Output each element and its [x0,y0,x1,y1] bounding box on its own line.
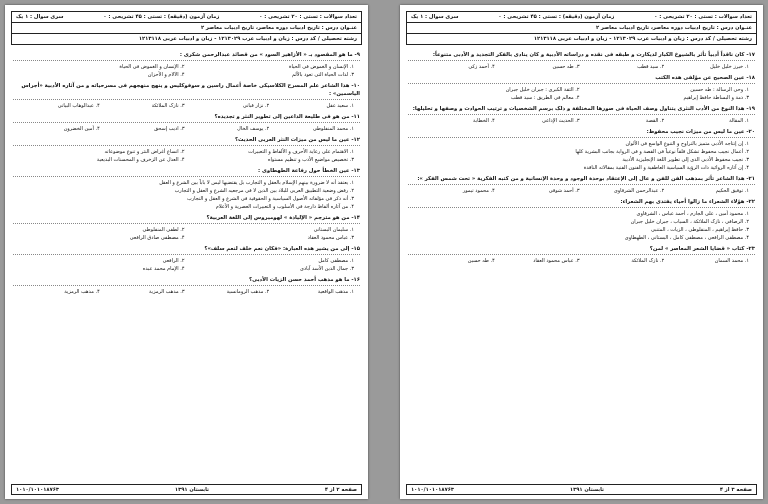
option-3[interactable]: ۳. جمال الدین الأسد آبادی [299,266,354,272]
option-1[interactable]: ۱. مذهب الواقعیة [317,289,354,295]
option-3[interactable]: ۳. عباس محمود العقاد [307,235,354,241]
exam-footer [406,484,757,495]
option-2[interactable]: ۲. نزار قبانی [242,103,270,109]
option-3[interactable]: ۳. مذهب الرمزیة [149,289,185,295]
option-2[interactable]: ۲. عبدالرحمن الشرقاوی [613,188,665,194]
option-4[interactable]: ۴. مصطفی الرافعی ، مصطفی کامل ، البستانی ، الطهطاوی [624,235,749,241]
option-3[interactable]: ۳. حافظ إبراهیم ، المنفلوطی ، الزیات ، المتنبی [650,227,749,233]
option-1[interactable]: ۱. محمد السمان [714,258,749,264]
option-2[interactable]: ۲. یوسف الخال [237,126,270,132]
question-15: ۱۵- إلی من یشیر هذه العبارة: «فکان نعم خلف لنعم سلف»؟ ۱. مصطفی کامل ۲. الرافعی ۳. جمال الدین الأسد آبادی ۴. الإمام محمد عبده [13,245,360,273]
option-2[interactable]: ۲. نازک الملائکة [631,258,665,264]
course-title: عنـوان درس : تاریخ ادبیات دوره معاصر، تاریخ ادبیات معاصر ۲ [200,24,357,31]
question-23: ۲۳- کتاب « قضایا الشعر المعاصر » لمن؟ ۱. محمد السمان ۲. نازک الملائکة ۳. عباس محمود العقاد ۴. طه حسین [408,245,755,265]
option-1[interactable]: ۱. سلیمان البستانی [313,227,354,233]
option-3[interactable]: ۳. أحمد شوقی [548,188,580,194]
question-10: ۱۰- هذا الشاعر علم المسرح الکلاسیکی خاصة أعمال راسین و سوفوکلیس و ینهج منهجهم فی مسرحیاته و من آثاره الأدبیة «أجراس الیاسمین» : ۱. سعید عقل ۲. نزار قبانی ۳. نازک الملائکة ۴. عبدالوهاب البیاتی [13,82,360,110]
option-2[interactable]: ۲. القصة [645,118,665,124]
option-4[interactable]: ۴. من آثاره ألفاظ دارجة فی الأسلوب و التعبیرات العصریة و الأعلام [215,204,354,210]
option-1[interactable]: ۱. یعتقد أنه لا ضرورة بینهم الإسلام بالعقل و التجارب بل یقتضیها لیس لا باباً بین الشرع و العقل [159,180,354,186]
option-3[interactable]: ۳. طه حسین [552,64,580,70]
question-9: ۹- ما هو المقصود بـ « الأزاهير السود » من قصائد عبدالرحمن شکری : ۱. الإنسان و الغموض فی الحیاة ۲. الإنسان و الغموض فی الحیاة ۳. لذات الحیاة التی تعود بالألم ۴. الآلام و الأحزان [13,51,360,79]
question-19: ۱۹- هذا النوع من الأدب النثری یتناول وصف الحیاة فی صورها المختلفة و ذلک برسم الشخصیات و ترتیب الحوادث و وصفها و تحلیلها: ۱. المقالة ۲. القصة ۳. الحدیث الإذاعی ۴. الخطابة [408,105,755,125]
option-2[interactable]: ۲. الرافعی [162,258,185,264]
option-4[interactable]: ۴. عبدالوهاب البیاتی [57,103,100,109]
exam-page-2 [5,5,368,499]
page-number: صفحه ۳ از ۴ [719,486,752,493]
option-3[interactable]: ۳. نازک الملائکة [151,103,185,109]
exam-code: ۱۰۱۰/۱۰۱۰۱۸۷۶۳ [411,486,455,493]
option-4[interactable]: ۴. الإمام محمد عبده [142,266,185,272]
option-1[interactable]: ۱. مصطفی کامل [318,258,354,264]
option-4[interactable]: ۴. الخطابة [473,118,495,124]
option-1[interactable]: ۱. سعید عقل [326,103,354,109]
option-2[interactable]: ۲. الإنسان و الغموض فی الحیاة [119,64,185,70]
option-2[interactable]: ۲. اتساع أغراض النثر و تنوع موضوعاته [104,149,185,155]
option-4[interactable]: ۴. معالم فی الطریق : سید قطب [510,95,580,101]
option-4[interactable]: ۴. إن آثاره الروائیة ذات الرؤیة السیاسیة العاطفیة و الفنون الفنیة بمقالاته الناقدة [583,165,749,171]
option-1[interactable]: ۱. وحی الرسالة : طه حسین [690,87,749,93]
question-13: ۱۳- عین الخطأ حول رفاعة الطهطاوی : ۱. یعتقد أنه لا ضرورة بینهم الإسلام بالعقل و التجارب بل یقتضیها لیس لا باباً بین الشرع و العقل ۲. رفض وضعیة التطبیق العربی للبلاد بین الذین لا فی مرجعیه الشرع و العقل و التجارب ۳. أنه ذکر فی مؤلفاته الأصول السیاسیة و الحقوقیة فی الشرع و العقل و التجارب ۴. من آثاره ألفاظ دارجة فی الأسلوب و التعبیرات العصریة و الأعلام [13,167,360,211]
question-17: ۱۷- کان ناقداً أدبیاً تأثر بالشیوخ الکبار لدیکارت و طبقه فی نقده و دراساته الأدبیة و کان ینادی بالفکر التجدید و الأدبی متنوعاً: ۱. خیرز خلیل خلیل ۲. سید قطب ۳. طه حسین ۴. أحمد زکی [408,51,755,71]
option-2[interactable]: ۲. مذهب الرومانسیة [226,289,270,295]
option-1[interactable]: ۱. المقالة [729,118,749,124]
question-series: سری سوال : ۱ یک [16,13,64,20]
option-4[interactable]: ۴. أمین الخضرون [63,126,100,132]
option-1[interactable]: ۱. محمد المنفلوطی [312,126,354,132]
option-3[interactable]: ۳. نجیب محفوظ الأدبی الذی إلی تطویر اللغة الإنجلیزیة الأدبیة [622,157,749,163]
exam-duration: زمان آزمون (دقیقه) : تستی : ۴۵ تشریحی : ۰ [498,13,615,20]
exam-term: تابستان ۱۳۹۱ [174,486,209,493]
field-code: رشته تحصیلی / کد درس : زبان و ادبیات عرب ۱۲۱۳۰۲۹ - زبان و ادبیات عربی ۱۲۱۳۱۱۸ [138,35,357,42]
option-1[interactable]: ۱. إن إنتاجه الأدبی متمیز بالتراوح و التنوع الواسع فی الألوان [625,141,749,147]
question-21: ۲۱- هذا الشاعر تأثر بمذهب الفن للفن و عال إلی الإعتقاد بوحدة الوجود و وحدة الإنسانیة و من کتبه الفکریة « تحت شمس الفکر »: ۱. توفیق الحکیم ۲. عبدالرحمن الشرقاوی ۳. أحمد شوقی ۴. محمود تیمور [408,175,755,195]
option-3[interactable]: ۳. لذات الحیاة التی تعود بالألم [291,72,354,78]
exam-header [11,11,362,45]
option-2[interactable]: ۲. لطفی المنفلوطی [142,227,185,233]
option-2[interactable]: ۲. أعمال نجیب محفوظ تشکل قلقاً نوعیاً فی القصة و فی الروایة بجانب البشریة کلها [575,149,749,155]
option-4[interactable]: ۴. مذهب الرمزیة [64,289,100,295]
question-series: سری سوال : ۱ یک [411,13,459,20]
page-number: صفحه ۲ از ۴ [324,486,357,493]
question-12: ۱۲- عین ما لیس من میزات النثر العربی الحدیث؟ ۱. الاهتمام علی رعایة الأحرف و الألفاظ و التعبیرات ۲. اتساع أغراض النثر و تنوع موضوعاته ۳. تخصیص مواضیع الأدب و تنظیم مستواه ۴. العدل عن الزخرف و المحسنات البدیعیة [13,136,360,164]
option-1[interactable]: ۱. الإنسان و الغموض فی الحیاة [288,64,354,70]
option-1[interactable]: ۱. توفیق الحکیم [715,188,749,194]
exam-duration: زمان آزمون (دقیقه) : تستی : ۴۵ تشریحی : ۰ [103,13,220,20]
option-3[interactable]: ۳. عباس محمود العقاد [533,258,580,264]
question-count: تعداد سوالات : تستی : ۲۰ تشریحی : ۰ [654,13,752,20]
exam-term: تابستان ۱۳۹۱ [569,486,604,493]
exam-header [406,11,757,45]
option-1[interactable]: ۱. خیرز خلیل خلیل [710,64,749,70]
field-code: رشته تحصیلی / کد درس : زبان و ادبیات عرب ۱۲۱۳۰۲۹ - زبان و ادبیات عربی ۱۲۱۳۱۱۸ [533,35,752,42]
option-4[interactable]: ۴. محمود تیمور [462,188,495,194]
exam-code: ۱۰۱۰/۱۰۱۰۱۸۷۶۳ [16,486,60,493]
option-1[interactable]: ۱. محمود أمین ، علی الجارم ، أحمد عباس ، الشرقاوی [636,211,749,217]
question-count: تعداد سوالات : تستی : ۲۰ تشریحی : ۰ [259,13,357,20]
question-16: ۱۶- ما هو مذهب أحمد حسن الزیات الأدبی؟ ۱. مذهب الواقعیة ۲. مذهب الرومانسیة ۳. مذهب الرمزیة ۴. مذهب الرمزیة [13,276,360,296]
option-3[interactable]: ۳. الحدیث الإذاعی [541,118,580,124]
course-title: عنـوان درس : تاریخ ادبیات دوره معاصر، تاریخ ادبیات معاصر ۲ [595,24,752,31]
option-3[interactable]: ۳. ادیب إسحق [154,126,185,132]
question-11: ۱۱- من هو فی طلیعة الداعین إلی تطویر النثر و تجدیده؟ ۱. محمد المنفلوطی ۲. یوسف الخال ۳. ادیب إسحق ۴. أمین الخضرون [13,113,360,133]
exam-footer [11,484,362,495]
option-3[interactable]: ۳. تخصیص مواضیع الأدب و تنظیم مستواه [267,157,354,163]
option-2[interactable]: ۲. الثقة الکبری : جبران خلیل جبران [505,87,580,93]
option-2[interactable]: ۲. رفض وضعیة التطبیق العربی للبلاد بین الذین لا فی مرجعیه الشرع و العقل و التجارب [174,188,354,194]
option-4[interactable]: ۴. طه حسین [467,258,495,264]
option-4[interactable]: ۴. مصطفی صادق الرافعی [129,235,185,241]
option-3[interactable]: ۳. أنه ذکر فی مؤلفاته الأصول السیاسیة و الحقوقیة فی الشرع و العقل و التجارب [187,196,354,202]
question-14: ۱۴- من هو مترجم « الإلیاذة » لهومیروس إلی اللغة العربیة؟ ۱. سلیمان البستانی ۲. لطفی المنفلوطی ۳. عباس محمود العقاد ۴. مصطفی صادق الرافعی [13,214,360,242]
option-3[interactable]: ۳. ذمة و البساطة حافظ إبراهیم [683,95,749,101]
option-2[interactable]: ۲. سید قطب [637,64,665,70]
option-2[interactable]: ۲. الرصافی ، نازک الملائکة ، السیاب ، جبران خلیل جبران [630,219,749,225]
option-4[interactable]: ۴. الآلام و الأحزان [147,72,185,78]
option-4[interactable]: ۴. أحمد زکی [468,64,495,70]
question-18: ۱۸- عین الصحیح عن مؤلفی هذه الکتب ۱. وحی الرسالة : طه حسین ۲. الثقة الکبری : جبران خلیل جبران ۳. ذمة و البساطة حافظ إبراهیم ۴. معالم فی الطریق : سید قطب [408,74,755,102]
question-22: ۲۲- هؤلاء الشعراء ما زالوا أحیاء یفتدی بهم الشعراء: ۱. محمود أمین ، علی الجارم ، أحمد عباس ، الشرقاوی ۲. الرصافی ، نازک الملائکة ، السیاب ، جبران خلیل جبران ۳. حافظ إبراهیم ، المنفلوطی ، الزیات ، المتنبی ۴. مصطفی الرافعی ، مصطفی کامل ، البستانی ، الطهطاوی [408,198,755,242]
option-4[interactable]: ۴. العدل عن الزخرف و المحسنات البدیعیة [96,157,185,163]
option-1[interactable]: ۱. الاهتمام علی رعایة الأحرف و الألفاظ و التعبیرات [248,149,354,155]
question-20: ۲۰- عین ما لیس من میزات نجیب محفوظ: ۱. إن إنتاجه الأدبی متمیز بالتراوح و التنوع الواسع فی الألوان ۲. أعمال نجیب محفوظ تشکل قلقاً نوعیاً فی القصة و فی الروایة بجانب البشریة کلها ۳. نجیب محفوظ الأدبی الذی إلی تطویر اللغة الإنجلیزیة الأدبیة ۴. إن آثاره الروائیة ذات الرؤیة السیاسیة العاطفیة و الفنون الفنیة بمقالاته الناقدة [408,128,755,172]
exam-page-3 [400,5,763,499]
